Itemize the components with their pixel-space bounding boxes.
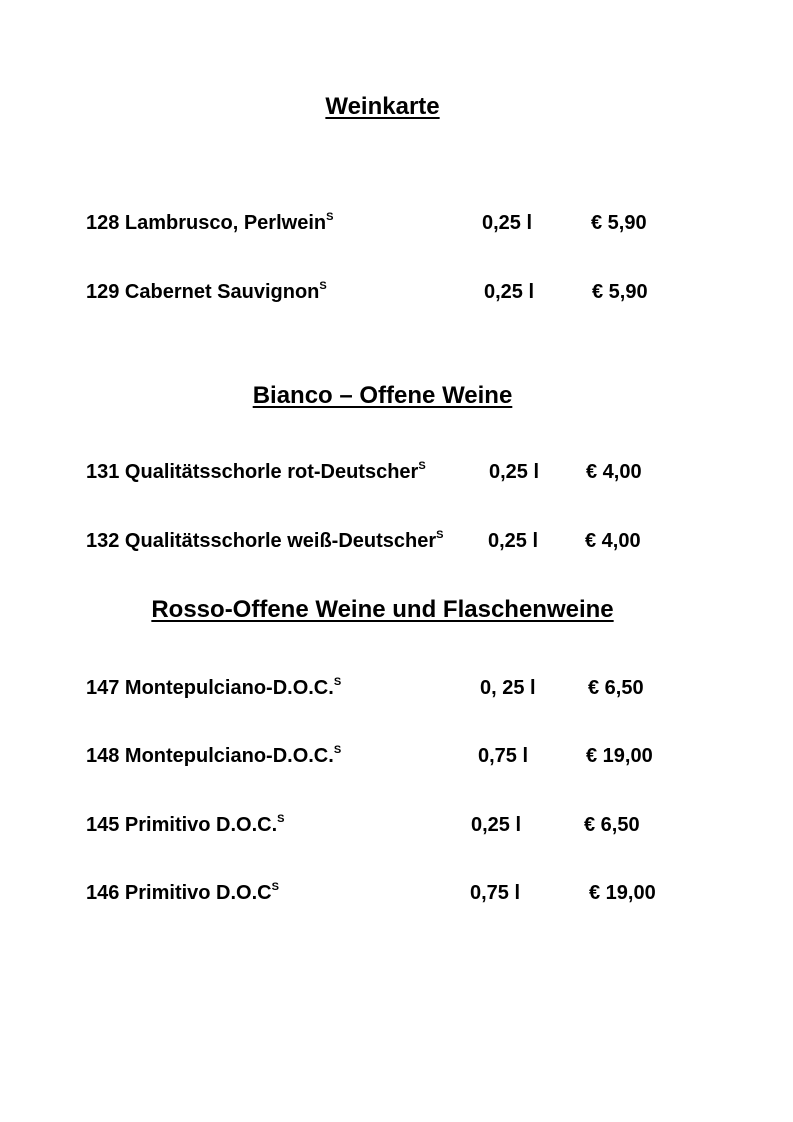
wine-price: € 4,00	[586, 461, 642, 483]
wine-volume: 0,75 l	[470, 882, 521, 904]
wine-price: € 19,00	[586, 745, 653, 767]
wine-name: 145 Primitivo D.O.C.$^S$	[86, 813, 285, 836]
wine-item-146	[0, 881, 793, 905]
wine-item-147	[0, 676, 793, 700]
wine-name: 148 Montepulciano-D.O.C.$^S$	[86, 744, 342, 767]
wine-item-148	[0, 744, 793, 768]
wine-price: € 5,90	[591, 212, 647, 234]
wine-name: 132 Qualitätsschorle weiß-Deutscher$^S$	[86, 529, 444, 552]
section-heading-rosso: Rosso-Offene Weine und Flaschenweine	[151, 596, 614, 623]
wine-price: € 6,50	[588, 677, 644, 699]
wine-item-129	[0, 280, 793, 304]
wine-volume: 0, 25 l	[480, 677, 536, 699]
wine-price: € 5,90	[592, 281, 648, 303]
wine-volume: 0,25 l	[488, 530, 539, 552]
wine-name: 146 Primitivo $D.O.C^S$	[86, 881, 279, 904]
section-heading-bianco: Bianco – Offene Weine	[252, 382, 513, 409]
wine-volume: 0,25 l	[482, 212, 533, 234]
wine-volume: 0,25 l	[489, 461, 540, 483]
wine-price: € 19,00	[589, 882, 656, 904]
wine-volume: 0,75 l	[478, 745, 529, 767]
wine-name: 147 Montepulciano-D.O.C.$^S$	[86, 676, 342, 699]
wine-price: € 4,00	[585, 530, 641, 552]
wine-item-128	[0, 211, 793, 235]
wine-item-131	[0, 460, 793, 484]
wine-name: 129 Cabernet Sauvignon$^S$	[86, 280, 327, 303]
wine-item-132	[0, 529, 793, 553]
wine-name: 131 Qualitätsschorle rot-Deutscher$^S$	[86, 460, 426, 483]
page-title: Weinkarte	[325, 93, 440, 120]
wine-price: € 6,50	[584, 814, 640, 836]
wine-volume: 0,25 l	[484, 281, 535, 303]
wine-item-145	[0, 813, 793, 837]
wine-name: 128 Lambrusco, Perlwein$^S$	[86, 211, 334, 234]
wine-volume: 0,25 l	[471, 814, 522, 836]
